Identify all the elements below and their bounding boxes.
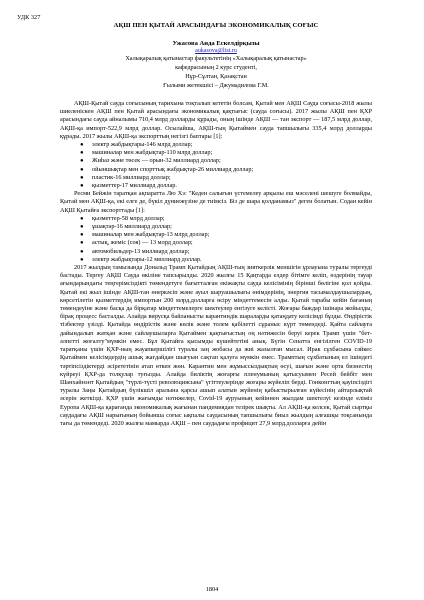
paragraph-1: АҚШ-Қытай сауда соғысының тарихына тоқталып кететін болсам, Қытай мен АҚШ Сауда соғысы-2018 жылы шиеленіскен АҚШ пен Қытай арасындағы экономикалық қақтығыс (сауда соғысы). 2017 жылы АҚШ пен ҚХР арасындағы сауда айналымы 710,4 млрд долларды құрады, оның ішінде АҚШ — тан экспорт — 187,5 млрд доллар, АҚШ-қа импорт-522,9 млрд доллар. Осылайша, АҚШ-тың Қытаймен сауда тапшылығы 335,4 млрд долларды құрады. 2017 жылы АҚШ-қа экспорттың негізгі баптары [1]: [60,100,372,140]
bullet-icon: ● [80,256,84,263]
list-item: ● машиналар мен жабдықтар-110 млрд доллар; [80,149,213,157]
list-item: ● ұшақтар-16 миллиард доллар; [80,223,172,231]
list-item: ● ойыншықтар мен спорттық жабдықтар-26 миллиард доллар; [80,165,254,173]
udk-code: УДК 327 [17,14,41,21]
list-item: ● пластик-16 миллиард доллар; [80,173,171,181]
bullet-icon: ● [80,240,84,247]
author-email-link[interactable]: aukasova@list.ru [195,48,237,54]
affiliation-line: кафедрасының 2 курс студенті, [175,64,257,71]
export-list-1 [60,141,372,190]
affiliation-line: Халықаралық қатынастар факультетінің «Халықаралық қатынастар» [125,55,307,62]
affiliation-line: Ғылыми жетекшісі – Джумадилова Г.М. [163,82,269,89]
list-item: ● астық, жеміс (соя) — 13 млрд доллар; [80,239,193,247]
bullet-icon: ● [80,158,84,165]
bullet-icon: ● [80,232,84,239]
list-item: ● электр жабдықтары-12 миллиард доллар. [80,255,202,263]
bullet-icon: ● [80,174,84,181]
author-name: Ужасова Аида Ескелдірқызы [172,40,260,47]
bullet-icon: ● [80,150,84,157]
bullet-icon: ● [80,142,84,149]
bullet-icon: ● [80,166,84,173]
affiliation-block [60,54,372,90]
article-title: АҚШ ПЕН ҚЫТАЙ АРАСЫНДАҒЫ ЭКОНОМИКАЛЫҚ СОҒЫС [113,22,319,29]
list-item: ● қызметтер-17 миллиард доллар. [80,182,177,190]
list-item: ● автомобильдер-13 миллиард доллар; [80,247,190,255]
list-item: ● машиналар мен жабдықтар-13 млрд доллар; [80,231,210,239]
list-item: ● Жиһаз және төсек — орын-32 миллиард доллар; [80,157,221,165]
export-list-2 [60,215,372,264]
list-item: ● электр жабдықтары-146 млрд доллар; [80,141,193,149]
list-item: ● қызметтер-58 млрд доллар; [80,214,165,222]
bullet-icon: ● [80,248,84,255]
affiliation-line: Нұр-Сұлтан, Қазақстан [185,73,247,80]
paragraph-3: 2017 жылдың тамызында Дональд Трамп Қытайдың АҚШ-тың зияткерлік меншігін ұрлауына туралы тергеуді бастады. Тергеу АҚШ Сауда өкіліне тапсырылды. 2020 жылғы 15 Қаңтарда елдер бітімге келіп, өздерінің тауар ағындарындағы теңгерімсіздікті төмендетуге бағытталған екіжақты сауда келісімінің бірінші бөлігіне қол қойды. Қытай екі жыл ішінде АҚШ-тан өнеркәсіп және ауыл шаруашылығы өнімдерінің, энергия тасымалдаушылардың, көрсетілетін қызметтердің импортын 200 млрд.долларға өсіру міндеттемесін алды. Қытай тарабы кейін бағаның төмендеуіне және басқа да бірқатар міндеттемелерге шектеулер енгізуге келісті. Жоғары баждар ішінара жойылды, бірақ процесс басталды. Алайда вирусқа байланысты карантиндік шараларды қатаңдату келісімді бұзды. Өндірістік тізбектер үзілді. Қытайда өндірістік және көлік және толем қабілетті сұраныс күрт төмендеді. Қайта сайлауға дайындалып жатқан және сайлаушыларға Қытаймен қақтығыстың оң нәтижесін беруі керек Трамп үшін "бет-әлпетті жоғалту"мүмкін емес. Бұл Қытайға қысымды күшейтетіні анық. Бүгін Сенатта енгізілген COVID-19 таратқаны үшін ҚХР-ның жауапкершілігі туралы заң жобасы да жиі жазылған мысал. Ирак сұхбасына сәйкес Қытаймен келісімдердің ашық жағдайдан шығуын сақтап қалуға мүмкін емес. Трамптың сұхбатының ел ішіндегі тәртіпсіздіктерді әсірететінін атап өткен жөн. Карантин мен жұмыссыздықтың өсуі, шағын және орта бизнестің күйреуі ҚХР-да толқулар туғызды. Алайда биліктің жоғарғы пленумының қатысуымен Ресей бейбіт мен Шанхайнэнт Қытайдың "түрлі-түсті революциясына" үгіттеулерінде жоғары жүйеліп берді. Гонконгтың қауіпсіздігі туралы Заңы Қытайдың бүлікшіл аралына қарсы ашып алатын жүйенің қабыстырылған күйесінің айтарлықтай әсерін жеткізді. ҚХР үшін жағымды нәтижелер, Covid-19 ауруының кейіннен жылдам шектелуі кезінде еліміз Еуропа АҚШ-қа қарағанда экономикалық жағынан пандемиядан тезірек шықты. Ал АҚШ-қа келсек, Қытай сыртқы саудадағы АҚШ нарығының бойынша соғыс ықпалы саудасының тапшылығы биыл жылдың алғашқы тоқсанында тағы да төмендеді. 2020 жылғы мамырда АҚШ – пен саудадағы профицит 27,9 млрд.долларға дейін [60,264,372,427]
bullet-icon: ● [80,224,84,231]
bullet-icon: ● [80,183,84,190]
paragraph-2: Ресми Бейжін таратқан ақпаратта Лю Хэ: "Кеден салығын үстемелеу арқылы еш мәселені шешуге болмайды, Қытай мен АҚШ-қа, екі елге де, бүкіл дүниежүзіне де тиімсіз. Біз де шара қолданамыз" деген болатын. Содан кейін АҚШ Қытайға экспорттады [1]: [60,190,372,214]
page-number: 1804 [205,586,219,593]
bullet-icon: ● [80,215,84,222]
